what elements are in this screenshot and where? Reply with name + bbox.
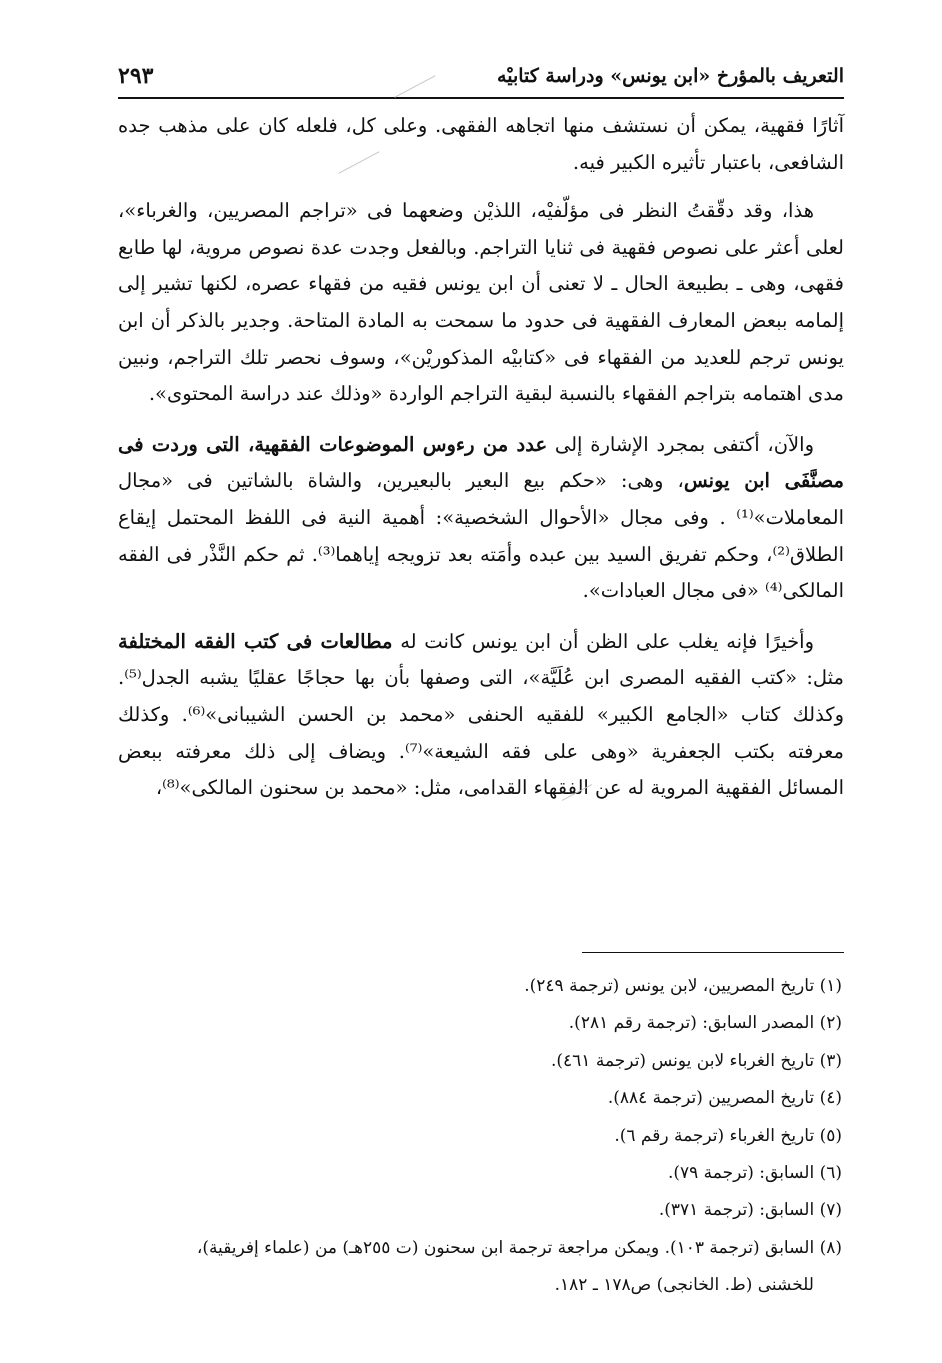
footnote-rule [582,952,844,953]
footnote-8: (٨) السابق (ترجمة ١٠٣). ويمكن مراجعة ترجمة ابن سحنون (ت ٢٥٥هـ) من (علماء إفريقية)، [196,1237,842,1258]
paragraph-4 [118,624,844,807]
paragraph-3 [118,427,844,610]
footnote-3: (٣) تاريخ الغرباء لابن يونس (ترجمة ٤٦١). [551,1050,842,1071]
paragraph-4-end: مثل: «كتب الفقيه المصرى ابن عُلَيَّة»، التى وصفها بأن بها حجاجًا عقليًا يشبه الجدل⁽⁵⁾. وكذلك كتاب «الجامع الكبير» للفقيه الحنفى «محمد بن الحسن الشيبانى»⁽⁶⁾. وكذلك معرفته بكتب الجعفرية «وهى على فقه الشيعة»⁽⁷⁾. ويضاف إلى ذلك معرفته ببعض المسائل الفقهية المروية له عن الفقهاء القدامى، مثل: «محمد بن سحنون المالكى»⁽⁸⁾، [118,666,845,800]
paragraph-3-bold: عدد من رءوس الموضوعات الفقهية، التى وردت فى مصنَّفَى ابن يونس [118,432,844,493]
footnote-8-continuation: للخشنى (ط. الخانجى) ص١٧٨ ـ ١٨٢. [554,1275,814,1296]
running-title: التعريف بالمؤرخ «ابن يونس» ودراسة كتابيْه [497,65,844,87]
footnote-7: (٧) السابق: (ترجمة ٣٧١). [658,1200,842,1221]
footnote-4: (٤) تاريخ المصريين (ترجمة ٨٨٤). [607,1088,842,1109]
footnote-5: (٥) تاريخ الغرباء (ترجمة رقم ٦). [614,1125,842,1146]
page-header [118,56,844,96]
paragraph-4-bold: مطالعات فى كتب الفقه المختلفة [118,629,393,653]
footnotes [118,968,844,1305]
paragraph-3-start: والآن، أكتفى بمجرد الإشارة إلى [547,432,814,456]
main-text [118,108,844,807]
paragraph-4-start: وأخيرًا فإنه يغلب على الظن أن ابن يونس كانت له [392,629,814,653]
header-rule [118,97,844,99]
paragraph-3-end: ، وهى: «حكم بيع البعير بالبعيرين، والشاة بالشاتين فى «مجال المعاملات»⁽¹⁾ . وفى مجال «الأحوال الشخصية»: أهمية النية فى اللفظ المحتمل إيقاع الطلاق⁽²⁾، وحكم تفريق السيد بين عبده وأمَته بعد تزويجه إياهما⁽³⁾. ثم حكم النَّذْر فى الفقه المالكى⁽⁴⁾ «فى مجال العبادات». [118,469,844,603]
paragraph-1: آثارًا فقهية، يمكن أن نستشف منها اتجاهه الفقهى. وعلى كل، فلعله كان على مذهب جده الشافعى، باعتبار تأثيره الكبير فيه. [118,114,844,174]
footnote-2: (٢) المصدر السابق: (ترجمة رقم ٢٨١). [568,1013,842,1034]
footnote-1: (١) تاريخ المصريين، لابن يونس (ترجمة ٢٤٩). [524,976,842,996]
footnote-6: (٦) السابق: (ترجمة ٧٩). [667,1163,842,1184]
page-number: ٢٩٣ [118,63,154,89]
paragraph-2: هذا، وقد دقّقتُ النظر فى مؤلّفيْه، اللذيْن وضعهما فى «تراجم المصريين، والغرباء»، لعلى أعثر على نصوص فقهية فى ثنايا التراجم. وبالفعل وجدت عدة نصوص مروية، لها طابع فقهى، وهى ـ بطبيعة الحال ـ لا تعنى أن ابن يونس فقيه من فقهاء عصره، لكنها تشير إلى إلمامه ببعض المعارف الفقهية فى حدود ما سمحت به المادة المتاحة. وجدير بالذكر أن ابن يونس ترجم للعديد من الفقهاء فى «كتابيْه المذكوريْن»، وسوف نحصر تلك التراجم، ونبين مدى اهتمامه بتراجم الفقهاء بالنسبة لبقية التراجم الواردة «وذلك عند دراسة المحتوى». [118,199,844,406]
